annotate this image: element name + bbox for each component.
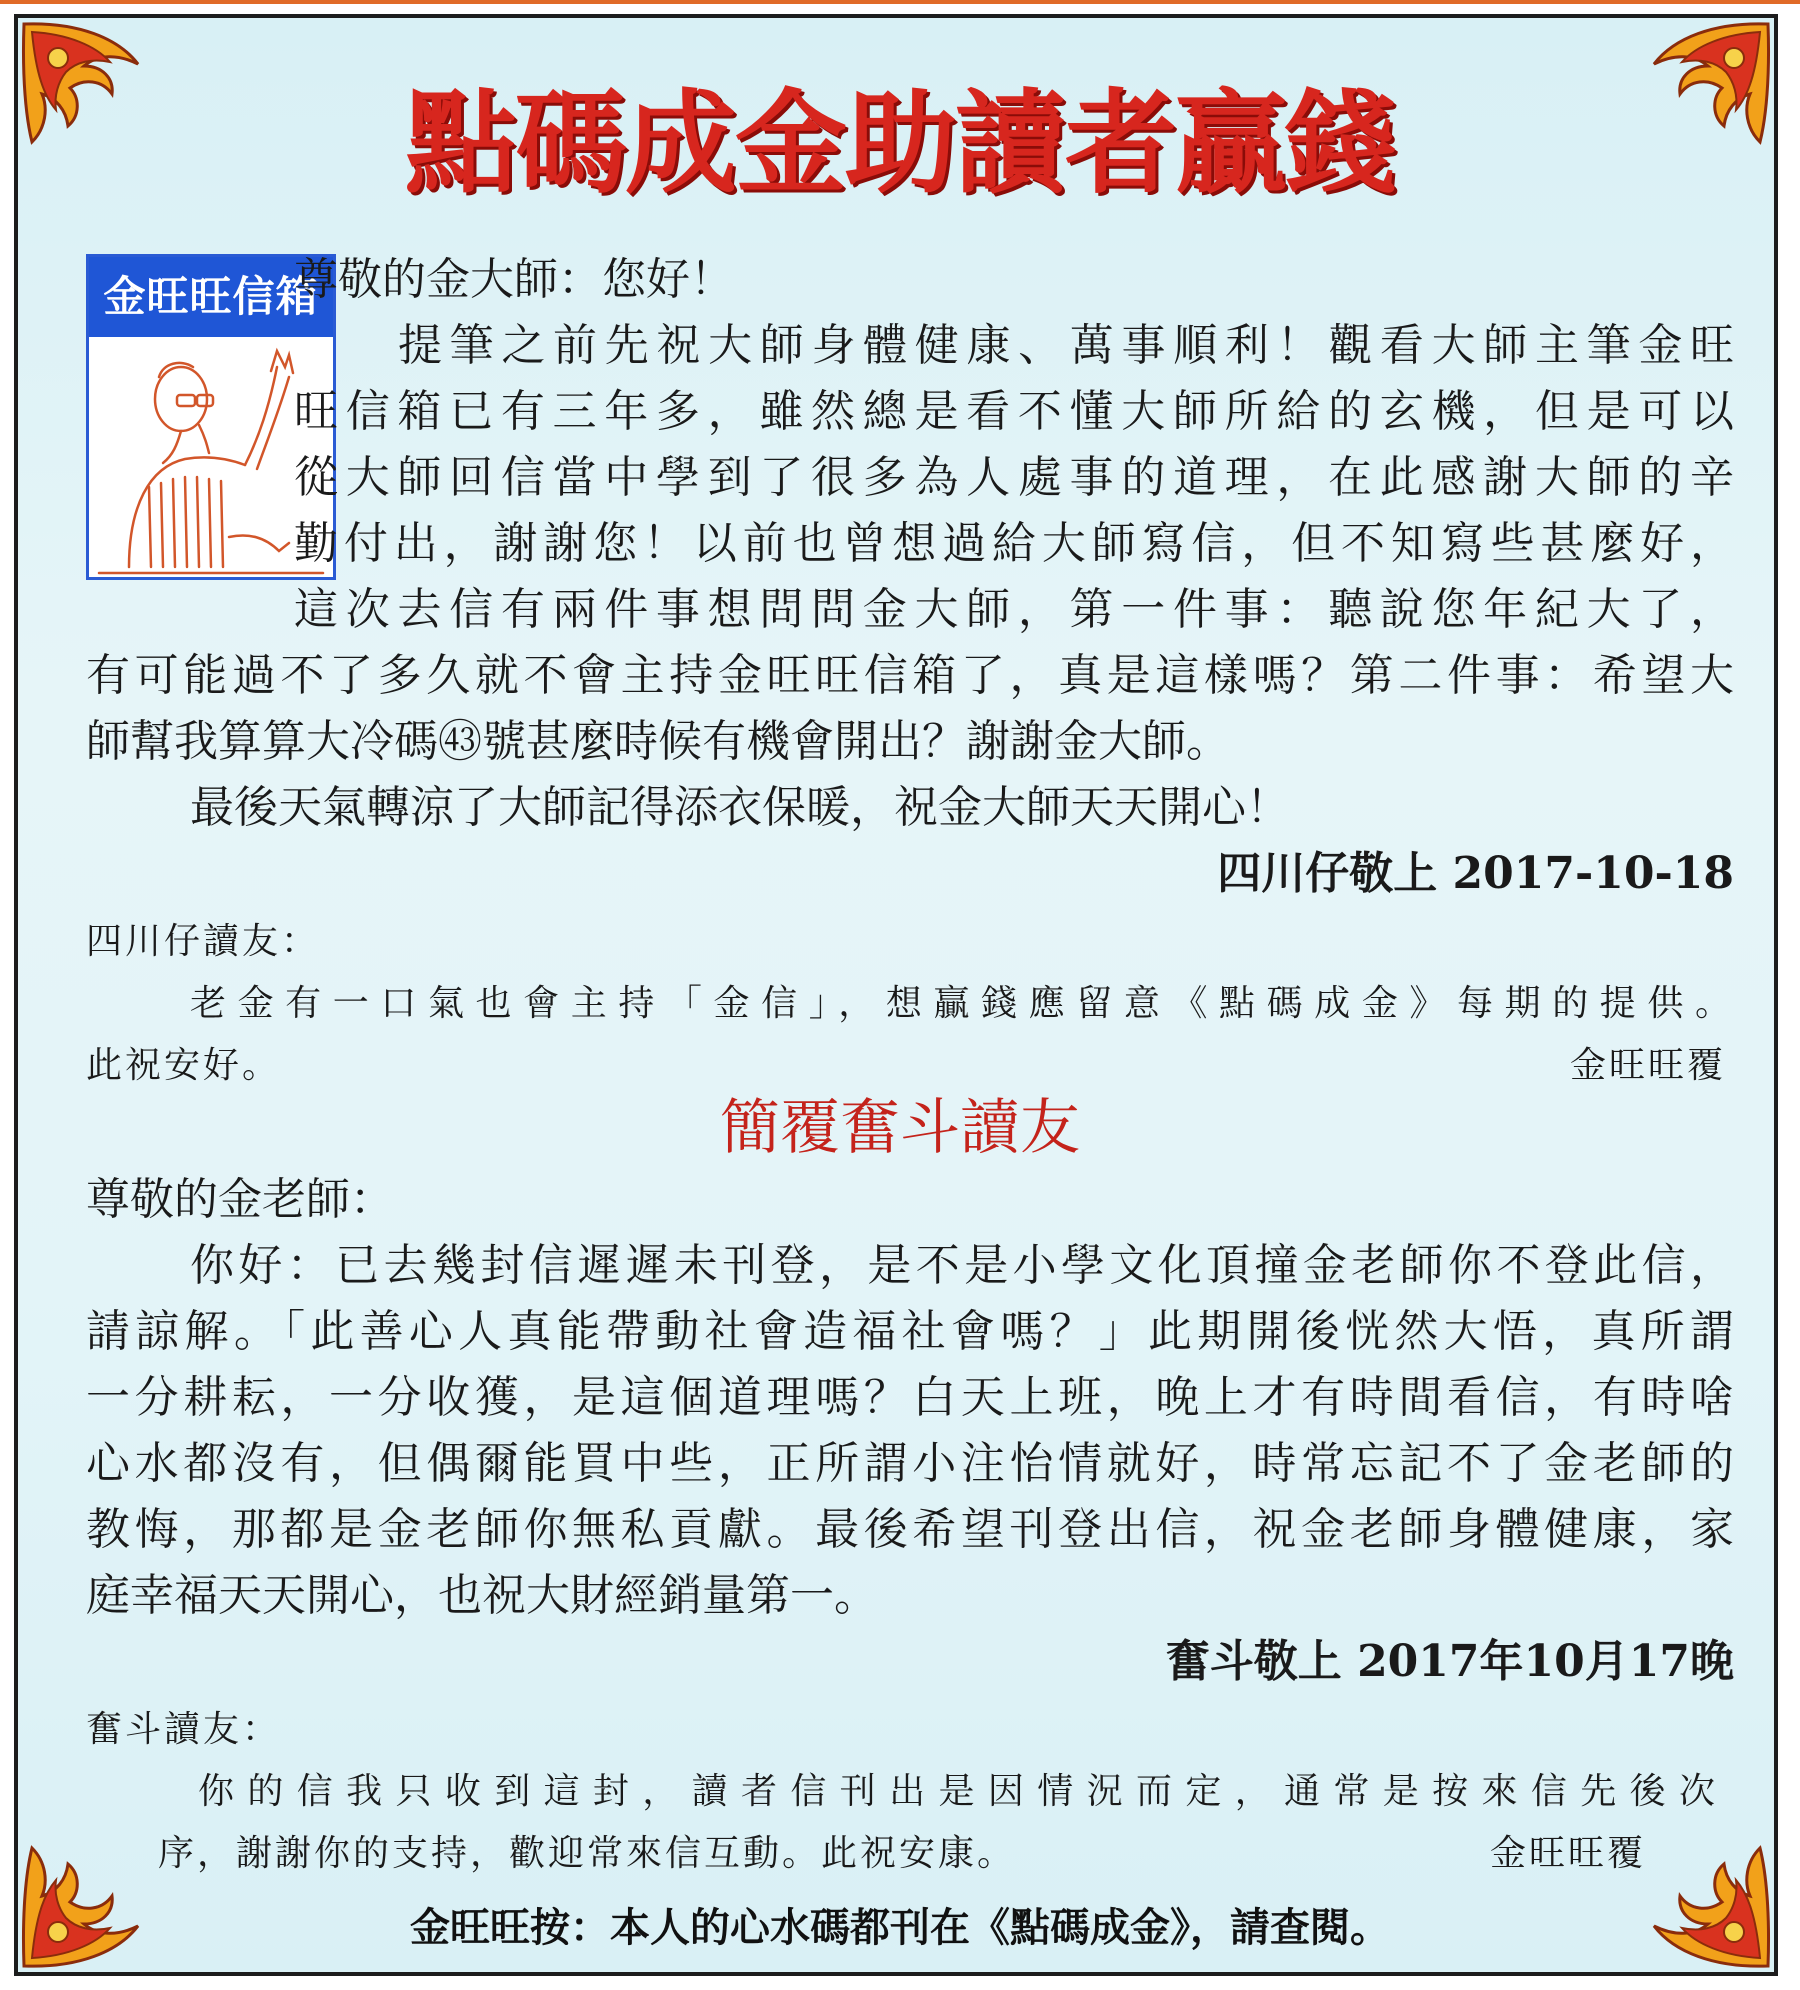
editor-note: 金旺旺按：本人的心水碼都刊在《點碼成金》，請查閱。 [410,1905,1390,1951]
letter1-line: 勤付出，謝謝您！以前也曾想過給大師寫信，但不知寫些甚麼好， [294,518,1734,569]
reply2-line: 奮斗讀友： [86,1709,282,1750]
reply1-line: 四川仔讀友： [86,921,321,962]
letter1-line: 這次去信有兩件事想問問金大師，第一件事：聽說您年紀大了， [294,584,1734,635]
letter2-line: 教悔，那都是金老師你無私貢獻。最後希望刊登出信，祝金老師身體健康，家 [86,1504,1734,1555]
reply2-line: 序，謝謝你的支持，歡迎常來信互動。此祝安康。 [158,1833,1017,1874]
reply1-signature: 金旺旺覆 [1569,1045,1726,1086]
letter1-line: 從大師回信當中學到了很多為人處事的道理，在此感謝大師的辛 [294,452,1734,503]
letter1-line: 旺信箱已有三年多，雖然總是看不懂大師所給的玄機，但是可以 [294,386,1734,437]
reply2-line: 你的信我只收到這封，讀者信刊出是因情況而定，通常是按來信先後次 [198,1771,1718,1812]
section-heading: 簡覆奮斗讀友 [720,1093,1080,1163]
letter1-signature: 四川仔敬上 2017-10-18 [1217,848,1734,899]
letter1-line: 有可能過不了多久就不會主持金旺旺信箱了，真是這樣嗎？第二件事：希望大 [86,650,1734,701]
reply1-line: 老金有一口氣也會主持「金信」，想贏錢應留意《點碼成金》每期的提供。 [190,983,1734,1024]
letter1-line: 最後天氣轉涼了大師記得添衣保暖，祝金大師天天開心！ [190,782,1290,833]
letter2-line: 心水都沒有，但偶爾能買中些，正所謂小注怡情就好，時常忘記不了金老師的 [86,1438,1734,1489]
headline: 點碼成金助讀者贏錢 [405,78,1395,209]
reply1-line: 此祝安好。 [86,1045,282,1086]
letter2-signature: 奮斗敬上 2017年10月17晚 [1165,1636,1734,1687]
letter2-line: 一分耕耘，一分收獲，是這個道理嗎？白天上班，晚上才有時間看信，有時啥 [86,1372,1734,1423]
letter2-line: 庭幸福天天開心，也祝大財經銷量第一。 [86,1570,878,1621]
letter1-line: 提筆之前先祝大師身體健康、萬事順利！觀看大師主筆金旺 [398,320,1734,371]
letter2-line: 請諒解。「此善心人真能帶動社會造福社會嗎？」此期開後恍然大悟，真所謂 [86,1306,1734,1357]
top-rule [0,0,1800,4]
column-frame [14,14,1778,1976]
reply2-signature: 金旺旺覆 [1489,1833,1646,1874]
mailbox-label: 金旺旺信箱 [89,257,333,337]
letter1-line: 師幫我算算大冷碼㊸號甚麼時候有機會開出？謝謝金大師。 [86,716,1230,767]
letter2-line: 你好：已去幾封信遲遲未刊登，是不是小學文化頂撞金老師你不登此信， [190,1240,1734,1291]
letter1-line: 尊敬的金大師：您好！ [294,254,734,305]
letter2-line: 尊敬的金老師： [86,1174,394,1225]
